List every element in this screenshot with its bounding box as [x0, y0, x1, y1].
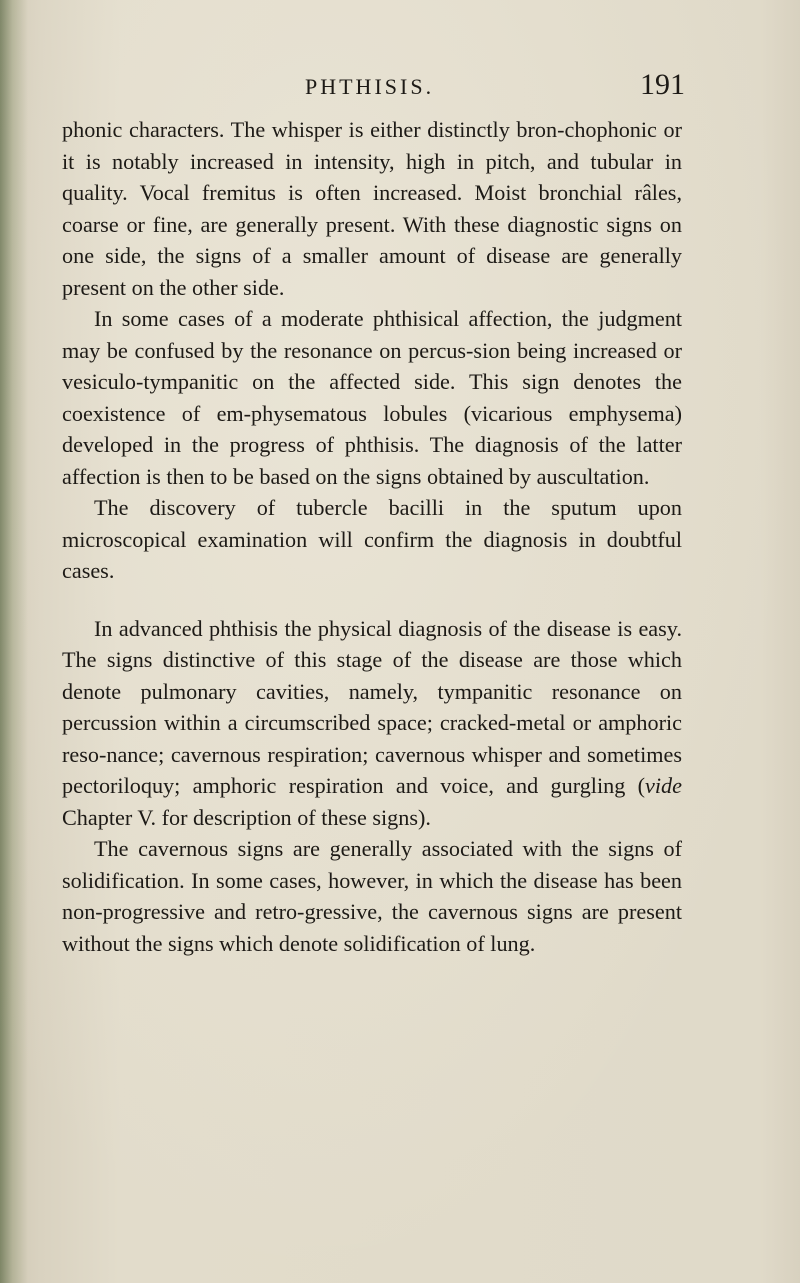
paragraph: In some cases of a moderate phthisical affection, the judgment may be confused by the resonance on percus-sion being increased or vesiculo-tympanitic on the affected side. This sign denotes the coexistence of em-physematous lobules (vicarious emphysema) developed in the progress of phthisis. The diagnosis of the latter affection is then to be based on the signs obtained by auscultation. — [62, 306, 682, 489]
binding-gutter — [0, 0, 28, 1283]
paragraph-text: In advanced phthisis the physical diagnosis of the disease is easy. The signs distinctive of this stage of the disease are those which denote pulmonary cavities, namely, tympanitic resonance on percussion within a circumscribed space; cracked-metal or amphoric reso-nance; cavernous respiration; cavernous whisper and sometimes pectoriloquy; amphoric respiration and voice, and gurgling ( — [62, 615, 682, 798]
paragraph — [62, 613, 682, 834]
body-text — [62, 114, 682, 959]
section-break — [62, 587, 682, 613]
paragraph: The cavernous signs are generally associated with the signs of solidification. In some cases, however, in which the disease has been non-progressive and retro-gressive, the cavernous signs are present without the signs which denote solidification of lung. — [62, 836, 682, 956]
running-head: PHTHISIS. — [305, 74, 435, 99]
italic-term: vide — [645, 773, 682, 798]
paragraph-text: Chapter V. for description of these signs). — [62, 804, 431, 830]
paragraph: The discovery of tubercle bacilli in the sputum upon microscopical examination will confirm the diagnosis in doubtful cases. — [62, 495, 682, 583]
paragraph: phonic characters. The whisper is either distinctly bron-chophonic or it is notably increased in intensity, high in pitch, and tubular in quality. Vocal fremitus is often increased. Moist bronchial râles, coarse or fine, are generally present. With these diagnostic signs on one side, the signs of a smaller amount of disease are generally present on the other side. — [62, 117, 682, 300]
page-header — [0, 70, 800, 106]
page-number: 191 — [640, 68, 685, 101]
